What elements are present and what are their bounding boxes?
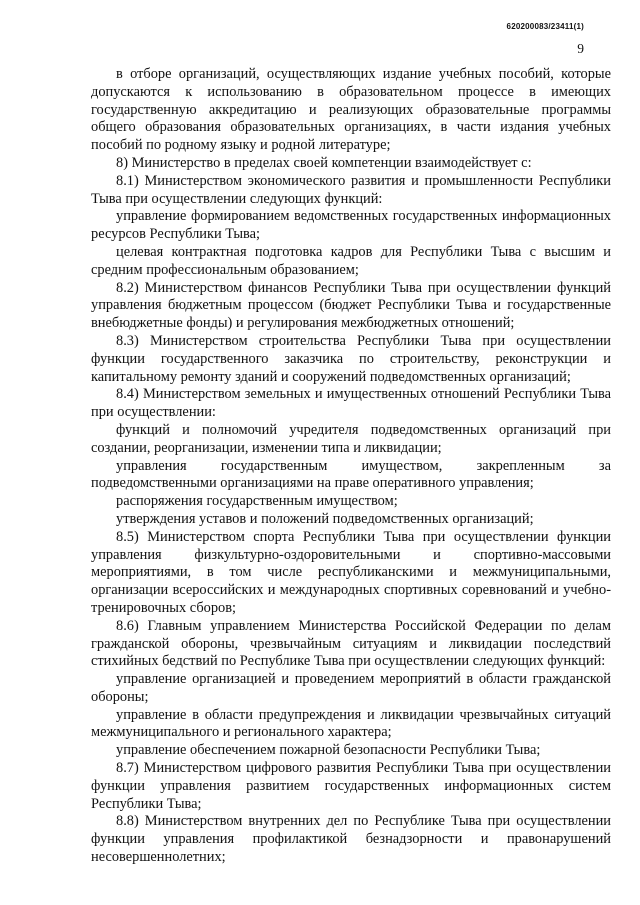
document-body <box>91 66 611 867</box>
paragraph: функций и полномочий учредителя подведомственных организаций при создании, реорганизации, изменении типа и ликвидации; <box>91 421 611 456</box>
paragraph: распоряжения государственным имуществом; <box>116 493 398 510</box>
paragraph: 8.2) Министерством финансов Республики Тыва при осуществлении функций управления бюджетным процессом (бюджет Республики Тыва и государственные внебюджетные фонды) и регулирования межбюджетных отношений; <box>91 279 611 332</box>
paragraph: управления государственным имуществом, закрепленным за подведомственными организациями на праве оперативного управления; <box>91 457 611 492</box>
paragraph: управление в области предупреждения и ликвидации чрезвычайных ситуаций межмуниципального и регионального характера; <box>91 706 611 741</box>
page-number: 9 <box>577 41 584 56</box>
paragraph: 8.7) Министерством цифрового развития Республики Тыва при осуществлении функции управления развитием государственных информационных систем Республики Тыва; <box>91 760 611 812</box>
paragraph: управление обеспечением пожарной безопасности Республики Тыва; <box>116 742 541 759</box>
paragraph: 8.8) Министерством внутренних дел по Республике Тыва при осуществлении функции управления профилактикой безнадзорности и правонарушений несовершеннолетних; <box>91 813 611 866</box>
paragraph: 8.1) Министерством экономического развития и промышленности Республики Тыва при осуществлении следующих функций: <box>91 172 611 207</box>
paragraph: управление формированием ведомственных государственных информационных ресурсов Республики Тыва; <box>91 208 611 243</box>
paragraph: целевая контрактная подготовка кадров для Республики Тыва с высшим и средним профессиональным образованием; <box>91 243 611 278</box>
document-code: 620200083/23411(1) <box>506 22 584 31</box>
paragraph: утверждения уставов и положений подведомственных организаций; <box>116 510 534 527</box>
paragraph: 8.5) Министерством спорта Республики Тыва при осуществлении функции управления физкультурно-оздоровительными и спортивно-массовыми мероприятиями, в том числе республиканскими и межмуниципальными, организации всероссийских и международных спортивных соревнований и учебно-тренировочных сборов; <box>91 528 611 616</box>
paragraph: в отборе организаций, осуществляющих издание учебных пособий, которые допускаются к использованию в образовательном процессе в имеющих государственную аккредитацию и реализующих образовательные программы общего образования образовательных организациях, в части издания учебных пособий по родному языку и родной литературе; <box>91 66 611 154</box>
paragraph: 8.4) Министерством земельных и имущественных отношений Республики Тыва при осуществлении: <box>91 386 611 421</box>
paragraph: 8.3) Министерством строительства Республики Тыва при осуществлении функции государственного заказчика по строительству, реконструкции и капитальному ремонту зданий и сооружений подведомственных организаций; <box>91 332 611 385</box>
paragraph: 8) Министерство в пределах своей компетенции взаимодействует с: <box>116 154 532 171</box>
paragraph: управление организацией и проведением мероприятий в области гражданской обороны; <box>91 671 611 705</box>
paragraph: 8.6) Главным управлением Министерства Российской Федерации по делам гражданской обороны, чрезвычайным ситуациям и ликвидации последствий стихийных бедствий по Республике Тыва при осуществлении следующих функций: <box>91 617 611 670</box>
